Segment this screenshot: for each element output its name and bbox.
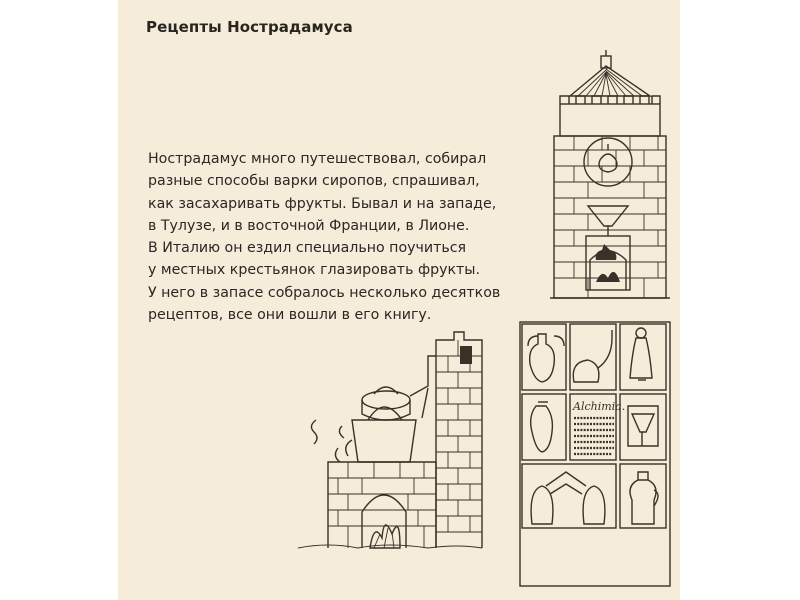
paragraph-line: у местных крестьянок глазировать фрукты.: [148, 262, 481, 279]
page-title: Рецепты Нострадамуса: [146, 18, 353, 36]
alchemy-furnace-woodcut: [298, 332, 482, 548]
paragraph-line: У него в запасе собралось несколько десятков: [148, 284, 501, 301]
panel-caption: Alchimia.: [573, 400, 626, 413]
paragraph-line: рецептов, все они вошли в его книгу.: [148, 307, 432, 324]
paragraph-line: разные способы варки сиропов, спрашивал,: [148, 173, 480, 190]
paragraph-line: в Тулузе, и в восточной Франции, в Лионе.: [148, 217, 470, 234]
paragraph-line: В Италию он ездил специально поучиться: [148, 240, 467, 257]
paragraph-line: Нострадамус много путешествовал, собирал: [148, 151, 487, 167]
alchemy-vessels-woodcut: [520, 322, 670, 586]
illustrations-layer: [118, 0, 680, 600]
paragraph-line: как засахаривать фрукты. Бывал и на западе,: [148, 195, 497, 212]
book-page: [118, 0, 680, 600]
alchemy-tower-woodcut: [550, 50, 670, 298]
